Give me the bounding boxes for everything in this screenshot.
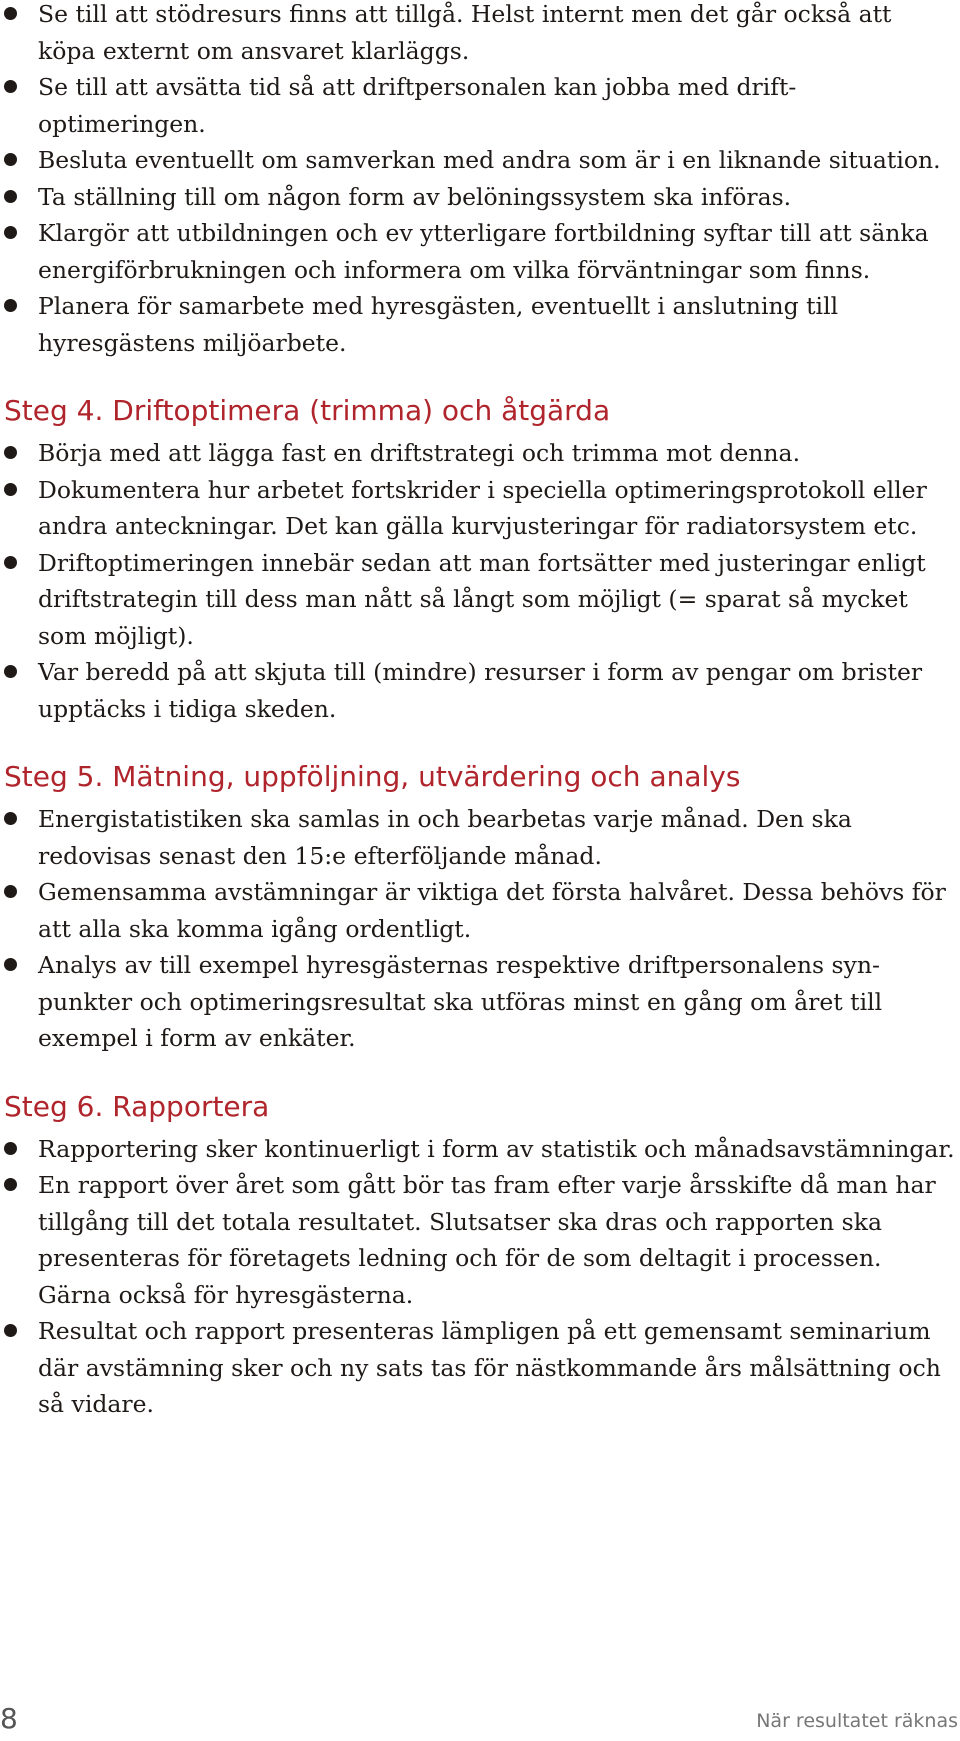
list-item-text: Börja med att lägga fast en driftstrategi och trimma mot denna. — [38, 439, 801, 467]
bullet-icon — [4, 483, 17, 496]
section-heading-steg-6: Steg 6. Rapportera — [4, 1089, 270, 1123]
bullet-icon — [4, 1324, 17, 1337]
section-heading-steg-4: Steg 4. Driftoptimera (trimma) och åtgärda — [4, 394, 611, 427]
bullet-icon — [4, 665, 17, 678]
bullet-icon — [4, 812, 17, 825]
list-item-text: Planera för samarbete med hyresgästen, eventuellt i anslutning till hyresgästens miljöarbete. — [38, 292, 839, 357]
bullet-icon — [4, 1142, 17, 1155]
list-item-text: Energistatistiken ska samlas in och bearbetas varje månad. Den ska redovisas senast den 15:e efterföljande månad. — [38, 805, 852, 870]
list-item-text: Driftoptimeringen innebär sedan att man fortsätter med justeringar enligt driftstrategin till dess man nått så långt som möjligt (= sparat så mycket som möjligt). — [38, 548, 926, 650]
list-item — [4, 1313, 956, 1423]
bullet-icon — [4, 226, 17, 239]
list-item — [4, 545, 956, 655]
page-content — [4, 0, 956, 1423]
list-item-text: Ta ställning till om någon form av belöningssystem ska införas. — [38, 182, 792, 211]
bullet-icon — [4, 80, 17, 93]
running-title: När resultatet räknas — [756, 1710, 958, 1732]
section-heading-steg-5: Steg 5. Mätning, uppföljning, utvärdering och analys — [4, 760, 741, 793]
list-item — [4, 0, 956, 69]
list-item — [4, 179, 956, 216]
list-item — [4, 215, 956, 288]
list-item-text: Rapportering sker kontinuerligt i form av statistik och månadsavstämningar. — [38, 1134, 955, 1163]
list-item — [4, 69, 956, 142]
list-item-text: Klargör att utbildningen och ev ytterligare fortbildning syftar till att sänka energiförbrukningen och informera om vilka förväntningar som finns. — [38, 219, 929, 284]
bullet-icon — [4, 299, 17, 312]
bullet-icon — [4, 7, 17, 20]
list-item-text: En rapport över året som gått bör tas fram efter varje årsskifte då man har tillgång till det totala resultatet. Slutsatser ska dras och rapporten ska presenteras för företagets ledning och för de som deltagit i processen. Gärna också för hyresgästerna. — [38, 1171, 936, 1309]
page-number: 8 — [0, 1702, 18, 1735]
list-item-text: Gemensamma avstämningar är viktiga det första halvåret. Dessa behövs för att alla ska komma igång ordentligt. — [38, 878, 946, 943]
list-item — [4, 472, 956, 545]
list-item — [4, 801, 956, 874]
list-item-text: Analys av till exempel hyresgästernas respektive driftpersonalens synpunkter och optimeringsresultat ska utföras minst en gång om året till exempel i form av enkäter. — [38, 951, 883, 1052]
list-item-text: Var beredd på att skjuta till (mindre) resurser i form av pengar om brister upptäcks i tidiga skeden. — [38, 658, 923, 723]
list-item — [4, 142, 956, 179]
bullet-icon — [4, 153, 17, 166]
list-item — [4, 947, 956, 1057]
page-footer — [0, 1702, 960, 1738]
list-item — [4, 874, 956, 947]
list-item-text: Besluta eventuellt om samverkan med andra som är i en liknande situation. — [38, 146, 941, 174]
bullet-icon — [4, 556, 17, 569]
list-item — [4, 654, 956, 727]
list-item-text: Se till att avsätta tid så att driftpersonalen kan jobba med driftoptimeringen. — [38, 73, 797, 138]
bullet-icon — [4, 885, 17, 898]
steg-5-bullet-list — [4, 801, 956, 1057]
intro-bullet-list — [4, 0, 956, 361]
bullet-icon — [4, 1178, 17, 1191]
steg-6-bullet-list — [4, 1131, 956, 1423]
list-item — [4, 1167, 956, 1313]
bullet-icon — [4, 446, 17, 459]
steg-4-bullet-list — [4, 435, 956, 727]
list-item — [4, 1131, 956, 1168]
bullet-icon — [4, 958, 17, 971]
list-item-text: Resultat och rapport presenteras lämpligen på ett gemensamt seminarium där avstämning sker och ny sats tas för nästkommande års målsättning och så vidare. — [38, 1317, 941, 1418]
bullet-icon — [4, 190, 17, 203]
list-item — [4, 288, 956, 361]
list-item-text: Dokumentera hur arbetet fortskrider i speciella optimeringsprotokoll eller andra anteckningar. Det kan gälla kurvjusteringar för radiatorsystem etc. — [38, 475, 927, 540]
list-item-text: Se till att stödresurs finns att tillgå. Helst internt men det går också att köpa externt om ansvaret klarläggs. — [38, 0, 892, 65]
list-item — [4, 435, 956, 472]
